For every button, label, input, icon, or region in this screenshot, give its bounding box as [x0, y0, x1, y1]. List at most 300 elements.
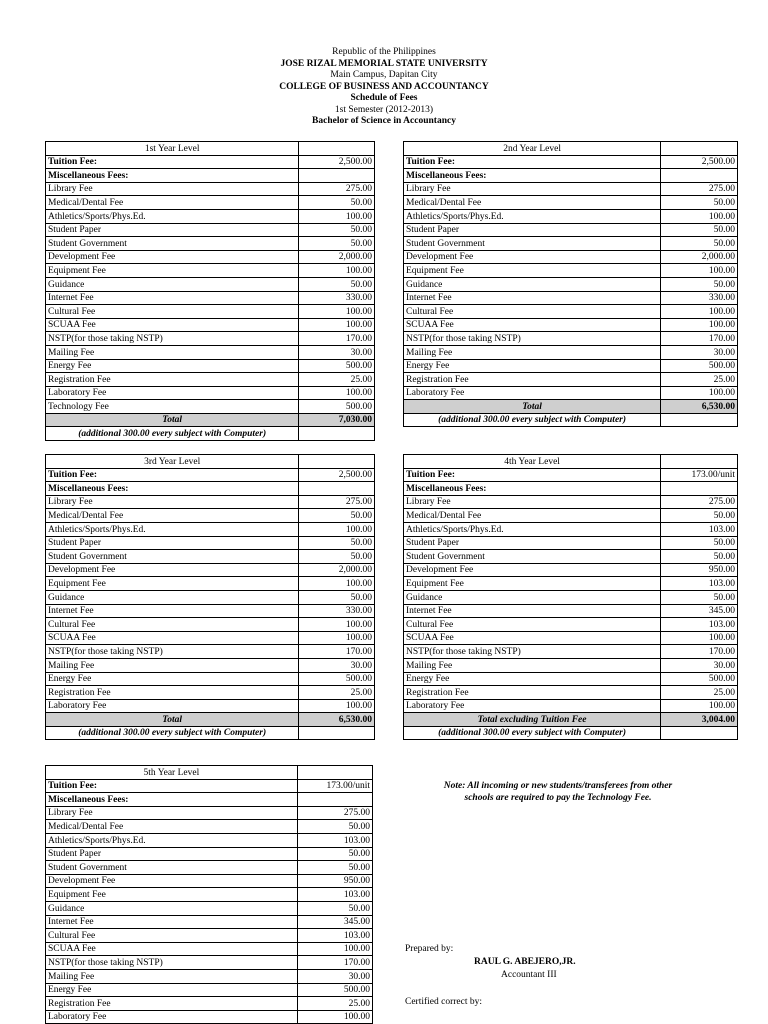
fee-row [46, 332, 375, 346]
fee-row [404, 686, 738, 700]
fee-row [46, 400, 375, 414]
fee-row [46, 590, 375, 604]
fee-row [404, 318, 738, 332]
computer-note-row [46, 726, 375, 740]
fee-amount: 100.00 [661, 264, 738, 278]
fee-label: Cultural Fee [404, 305, 661, 319]
fee-amount: 345.00 [661, 604, 738, 618]
fee-amount: 50.00 [299, 277, 375, 291]
fee-row [46, 604, 375, 618]
fee-label: Registration Fee [404, 373, 661, 387]
fee-amount: 30.00 [299, 658, 375, 672]
fee-amount: 100.00 [297, 942, 372, 956]
fee-label: Medical/Dental Fee [46, 820, 298, 834]
fee-amount: 100.00 [661, 305, 738, 319]
fee-amount: 50.00 [299, 550, 375, 564]
fee-amount: 50.00 [661, 277, 738, 291]
fee-label: Library Fee [46, 495, 299, 509]
misc-header-row [46, 482, 375, 496]
fee-amount: 170.00 [661, 645, 738, 659]
total-amount: 7,030.00 [299, 413, 375, 427]
misc-blank-cell [299, 169, 375, 183]
fee-label: Student Paper [46, 223, 299, 237]
fee-row [46, 833, 373, 847]
fee-row [46, 291, 375, 305]
fee-amount: 103.00 [661, 577, 738, 591]
fee-row [404, 522, 738, 536]
fee-amount: 100.00 [299, 386, 375, 400]
total-amount: 6,530.00 [661, 400, 738, 414]
fee-label: Athletics/Sports/Phys.Ed. [46, 209, 299, 223]
fee-row [46, 550, 375, 564]
fee-row [46, 223, 375, 237]
fee-amount: 100.00 [299, 264, 375, 278]
tuition-amount: 2,500.00 [299, 155, 375, 169]
fee-amount: 500.00 [299, 672, 375, 686]
tuition-amount: 2,500.00 [661, 155, 738, 169]
level-header-row [404, 142, 738, 156]
fee-amount: 50.00 [297, 901, 372, 915]
fee-row [46, 318, 375, 332]
fee-amount: 50.00 [299, 223, 375, 237]
fee-label: Library Fee [404, 495, 661, 509]
fee-amount: 50.00 [299, 196, 375, 210]
fee-amount: 50.00 [661, 509, 738, 523]
fee-amount: 275.00 [661, 495, 738, 509]
fee-row [46, 345, 375, 359]
fee-label: Guidance [404, 277, 661, 291]
fee-amount: 25.00 [297, 997, 372, 1011]
fee-row [46, 820, 373, 834]
fee-label: Library Fee [404, 182, 661, 196]
fee-label: Equipment Fee [46, 264, 299, 278]
fee-amount: 25.00 [299, 373, 375, 387]
total-row [46, 413, 375, 427]
tuition-row [46, 468, 375, 482]
fee-row [404, 209, 738, 223]
fee-row [46, 509, 375, 523]
fee-label: Equipment Fee [404, 577, 661, 591]
fee-label: Technology Fee [46, 400, 299, 414]
fee-amount: 30.00 [297, 969, 372, 983]
fee-amount: 50.00 [661, 590, 738, 604]
total-label: Total excluding Tuition Fee [404, 713, 661, 727]
year-level-title: 1st Year Level [46, 142, 299, 156]
fee-label: Medical/Dental Fee [46, 196, 299, 210]
preparer-name: RAUL G. ABEJERO,JR. [474, 957, 576, 967]
fee-amount: 100.00 [661, 209, 738, 223]
fee-row [46, 983, 373, 997]
header-blank-cell [661, 142, 738, 156]
fee-amount: 330.00 [299, 291, 375, 305]
computer-fee-note: (additional 300.00 every subject with Computer) [404, 726, 661, 740]
fee-label: NSTP(for those taking NSTP) [404, 332, 661, 346]
header-blank-cell [661, 455, 738, 469]
fee-amount: 170.00 [299, 645, 375, 659]
tuition-amount: 2,500.00 [299, 468, 375, 482]
fee-amount: 275.00 [661, 182, 738, 196]
note-blank-cell [299, 427, 375, 441]
fee-row [404, 645, 738, 659]
fee-label: Development Fee [46, 874, 298, 888]
fee-label: Medical/Dental Fee [46, 509, 299, 523]
fee-amount: 275.00 [299, 495, 375, 509]
fee-row [46, 956, 373, 970]
misc-blank-cell [299, 482, 375, 496]
fee-label: SCUAA Fee [46, 942, 298, 956]
fee-amount: 2,000.00 [299, 250, 375, 264]
fee-row [46, 929, 373, 943]
preparer-title: Accountant III [501, 970, 557, 980]
fee-amount: 103.00 [297, 888, 372, 902]
fee-amount: 25.00 [661, 686, 738, 700]
fee-amount: 330.00 [299, 604, 375, 618]
misc-blank-cell [661, 482, 738, 496]
tuition-row [404, 155, 738, 169]
fee-row [46, 672, 375, 686]
fee-label: Student Paper [46, 536, 299, 550]
fee-amount: 100.00 [297, 1010, 372, 1024]
fee-row [46, 997, 373, 1011]
misc-label: Miscellaneous Fees: [404, 169, 661, 183]
fee-label: Cultural Fee [46, 929, 298, 943]
fee-row [46, 305, 375, 319]
fee-label: Mailing Fee [46, 658, 299, 672]
fee-row [46, 237, 375, 251]
fee-row [404, 237, 738, 251]
level-header-row [46, 766, 373, 780]
fee-amount: 100.00 [299, 631, 375, 645]
fee-row [404, 359, 738, 373]
fee-row [404, 699, 738, 713]
college-name: COLLEGE OF BUSINESS AND ACCOUNTANCY [279, 81, 489, 92]
fee-label: Mailing Fee [404, 658, 661, 672]
fee-amount: 30.00 [299, 345, 375, 359]
fee-row [404, 536, 738, 550]
fee-label: Mailing Fee [46, 969, 298, 983]
fee-amount: 50.00 [297, 861, 372, 875]
fee-amount: 103.00 [661, 522, 738, 536]
tuition-label: Tuition Fee: [46, 155, 299, 169]
fee-label: Laboratory Fee [46, 699, 299, 713]
fee-row [46, 915, 373, 929]
fee-label: SCUAA Fee [404, 631, 661, 645]
fee-row [404, 672, 738, 686]
fee-amount: 25.00 [661, 373, 738, 387]
fee-row [46, 861, 373, 875]
fee-table-3rd-year [45, 454, 375, 740]
fee-amount: 50.00 [299, 590, 375, 604]
fee-row [46, 901, 373, 915]
fee-row [404, 291, 738, 305]
fee-label: Development Fee [46, 250, 299, 264]
fee-label: Medical/Dental Fee [404, 509, 661, 523]
fee-amount: 500.00 [299, 359, 375, 373]
fee-amount: 100.00 [661, 699, 738, 713]
misc-label: Miscellaneous Fees: [404, 482, 661, 496]
fee-label: Guidance [404, 590, 661, 604]
fee-label: NSTP(for those taking NSTP) [46, 645, 299, 659]
fee-amount: 275.00 [299, 182, 375, 196]
fee-amount: 50.00 [661, 237, 738, 251]
fee-row [404, 373, 738, 387]
fee-amount: 170.00 [299, 332, 375, 346]
note-blank-cell [661, 726, 738, 740]
fee-label: NSTP(for those taking NSTP) [404, 645, 661, 659]
fee-row [46, 182, 375, 196]
tuition-row [404, 468, 738, 482]
computer-note-row [404, 726, 738, 740]
fee-row [404, 332, 738, 346]
fee-row [404, 618, 738, 632]
note-blank-cell [299, 726, 375, 740]
technology-fee-note [403, 780, 713, 804]
fee-row [46, 847, 373, 861]
level-header-row [46, 142, 375, 156]
fee-label: Student Government [404, 237, 661, 251]
tuition-amount: 173.00/unit [297, 779, 372, 793]
note-line-1: Note: All incoming or new students/transferees from other [443, 781, 673, 791]
misc-blank-cell [297, 793, 372, 807]
fee-row [46, 196, 375, 210]
year-level-title: 4th Year Level [404, 455, 661, 469]
fee-row [46, 522, 375, 536]
fee-label: Development Fee [404, 563, 661, 577]
fee-label: Cultural Fee [404, 618, 661, 632]
fee-amount: 100.00 [299, 699, 375, 713]
fee-label: Student Paper [404, 536, 661, 550]
year-level-title: 2nd Year Level [404, 142, 661, 156]
fee-label: Medical/Dental Fee [404, 196, 661, 210]
fee-row [404, 509, 738, 523]
fee-row [404, 590, 738, 604]
fee-label: Energy Fee [46, 359, 299, 373]
fee-row [46, 250, 375, 264]
fee-label: Internet Fee [46, 291, 299, 305]
fee-label: Internet Fee [404, 291, 661, 305]
fee-label: Energy Fee [46, 983, 298, 997]
fee-label: Student Government [46, 861, 298, 875]
misc-header-row [404, 169, 738, 183]
computer-fee-note: (additional 300.00 every subject with Computer) [404, 413, 661, 427]
fee-label: Mailing Fee [46, 345, 299, 359]
fee-row [404, 305, 738, 319]
fee-row [46, 563, 375, 577]
fee-label: SCUAA Fee [46, 631, 299, 645]
fee-label: Laboratory Fee [404, 386, 661, 400]
total-label: Total [46, 413, 299, 427]
fee-label: Laboratory Fee [46, 386, 299, 400]
fee-label: Guidance [46, 901, 298, 915]
fee-row [404, 223, 738, 237]
fee-label: Internet Fee [46, 604, 299, 618]
fee-row [404, 577, 738, 591]
fee-label: Student Government [404, 550, 661, 564]
fee-table-2nd-year [403, 141, 738, 427]
fee-row [46, 209, 375, 223]
fee-row [404, 277, 738, 291]
fee-label: Registration Fee [404, 686, 661, 700]
fee-row [46, 618, 375, 632]
fee-amount: 103.00 [297, 929, 372, 943]
fee-row [404, 250, 738, 264]
fee-label: Library Fee [46, 806, 298, 820]
fee-label: Internet Fee [404, 604, 661, 618]
tuition-row [46, 779, 373, 793]
fee-amount: 50.00 [299, 237, 375, 251]
level-header-row [404, 455, 738, 469]
total-row [404, 400, 738, 414]
fee-amount: 103.00 [297, 833, 372, 847]
fee-row [404, 196, 738, 210]
computer-fee-note: (additional 300.00 every subject with Computer) [46, 427, 299, 441]
tuition-row [46, 155, 375, 169]
header-blank-cell [299, 455, 375, 469]
fee-label: Energy Fee [404, 359, 661, 373]
fee-label: Equipment Fee [46, 577, 299, 591]
fee-label: Laboratory Fee [46, 1010, 298, 1024]
fee-amount: 50.00 [661, 536, 738, 550]
fee-row [46, 359, 375, 373]
fee-row [46, 536, 375, 550]
fee-label: Development Fee [404, 250, 661, 264]
fee-amount: 50.00 [661, 550, 738, 564]
fee-row [404, 604, 738, 618]
total-row [404, 713, 738, 727]
fee-amount: 170.00 [661, 332, 738, 346]
computer-note-row [404, 413, 738, 427]
fee-amount: 50.00 [299, 536, 375, 550]
fee-label: Laboratory Fee [404, 699, 661, 713]
fee-label: Athletics/Sports/Phys.Ed. [404, 209, 661, 223]
fee-amount: 50.00 [297, 820, 372, 834]
fee-row [46, 577, 375, 591]
fee-amount: 100.00 [299, 209, 375, 223]
fee-label: Registration Fee [46, 997, 298, 1011]
fee-row [46, 969, 373, 983]
header-blank-cell [299, 142, 375, 156]
total-amount: 3,004.00 [661, 713, 738, 727]
fee-label: Guidance [46, 590, 299, 604]
fee-label: Internet Fee [46, 915, 298, 929]
fee-amount: 500.00 [661, 672, 738, 686]
fee-row [46, 495, 375, 509]
note-blank-cell [661, 413, 738, 427]
doc-title: Schedule of Fees [350, 93, 418, 103]
fee-table-5th-year [45, 765, 373, 1024]
fee-row [46, 1010, 373, 1024]
fee-label: Equipment Fee [404, 264, 661, 278]
fee-label: Athletics/Sports/Phys.Ed. [46, 833, 298, 847]
fee-amount: 50.00 [661, 196, 738, 210]
certified-by-label: Certified correct by: [405, 997, 483, 1007]
fee-label: Athletics/Sports/Phys.Ed. [46, 522, 299, 536]
fee-amount: 100.00 [299, 318, 375, 332]
fee-row [46, 277, 375, 291]
fee-label: Guidance [46, 277, 299, 291]
prepared-by-label: Prepared by: [405, 944, 454, 954]
fee-amount: 50.00 [661, 223, 738, 237]
fee-amount: 100.00 [299, 618, 375, 632]
tuition-label: Tuition Fee: [404, 155, 661, 169]
fee-row [46, 942, 373, 956]
total-label: Total [46, 713, 299, 727]
fee-amount: 100.00 [661, 318, 738, 332]
fee-row [46, 645, 375, 659]
fee-amount: 100.00 [299, 305, 375, 319]
tuition-label: Tuition Fee: [46, 779, 298, 793]
fee-row [46, 874, 373, 888]
fee-label: Energy Fee [404, 672, 661, 686]
fee-label: Library Fee [46, 182, 299, 196]
fee-label: Student Paper [46, 847, 298, 861]
misc-header-row [404, 482, 738, 496]
fee-row [46, 373, 375, 387]
fee-amount: 100.00 [661, 386, 738, 400]
fee-amount: 500.00 [299, 400, 375, 414]
fee-label: Student Government [46, 237, 299, 251]
fee-label: SCUAA Fee [404, 318, 661, 332]
fee-label: SCUAA Fee [46, 318, 299, 332]
fee-label: NSTP(for those taking NSTP) [46, 332, 299, 346]
fee-amount: 500.00 [661, 359, 738, 373]
tuition-amount: 173.00/unit [661, 468, 738, 482]
fee-amount: 100.00 [299, 577, 375, 591]
fee-amount: 275.00 [297, 806, 372, 820]
misc-label: Miscellaneous Fees: [46, 793, 298, 807]
republic-line: Republic of the Philippines [332, 47, 436, 57]
fee-amount: 500.00 [297, 983, 372, 997]
tuition-label: Tuition Fee: [46, 468, 299, 482]
fee-label: Mailing Fee [404, 345, 661, 359]
fee-amount: 2,000.00 [661, 250, 738, 264]
fee-table-1st-year [45, 141, 375, 441]
fee-amount: 950.00 [661, 563, 738, 577]
fee-row [46, 699, 375, 713]
fee-row [46, 264, 375, 278]
fee-row [404, 563, 738, 577]
computer-note-row [46, 427, 375, 441]
fee-label: Cultural Fee [46, 618, 299, 632]
fee-row [404, 264, 738, 278]
fee-amount: 30.00 [661, 658, 738, 672]
fee-amount: 30.00 [661, 345, 738, 359]
semester-line: 1st Semester (2012-2013) [334, 104, 434, 115]
fee-label: NSTP(for those taking NSTP) [46, 956, 298, 970]
program-name: Bachelor of Science in Accountancy [312, 116, 456, 126]
fee-label: Equipment Fee [46, 888, 298, 902]
total-amount: 6,530.00 [299, 713, 375, 727]
fee-row [404, 386, 738, 400]
fee-amount: 345.00 [297, 915, 372, 929]
fee-row [404, 345, 738, 359]
fee-label: Student Paper [404, 223, 661, 237]
campus-line: Main Campus, Dapitan City [330, 70, 438, 80]
tuition-label: Tuition Fee: [404, 468, 661, 482]
fee-row [404, 495, 738, 509]
fee-label: Development Fee [46, 563, 299, 577]
fee-amount: 2,000.00 [299, 563, 375, 577]
misc-blank-cell [661, 169, 738, 183]
fee-row [46, 658, 375, 672]
fee-label: Registration Fee [46, 686, 299, 700]
fee-table-4th-year [403, 454, 738, 740]
fee-row [46, 806, 373, 820]
fee-amount: 170.00 [297, 956, 372, 970]
header-blank-cell [297, 766, 372, 780]
fee-row [46, 386, 375, 400]
misc-label: Miscellaneous Fees: [46, 482, 299, 496]
